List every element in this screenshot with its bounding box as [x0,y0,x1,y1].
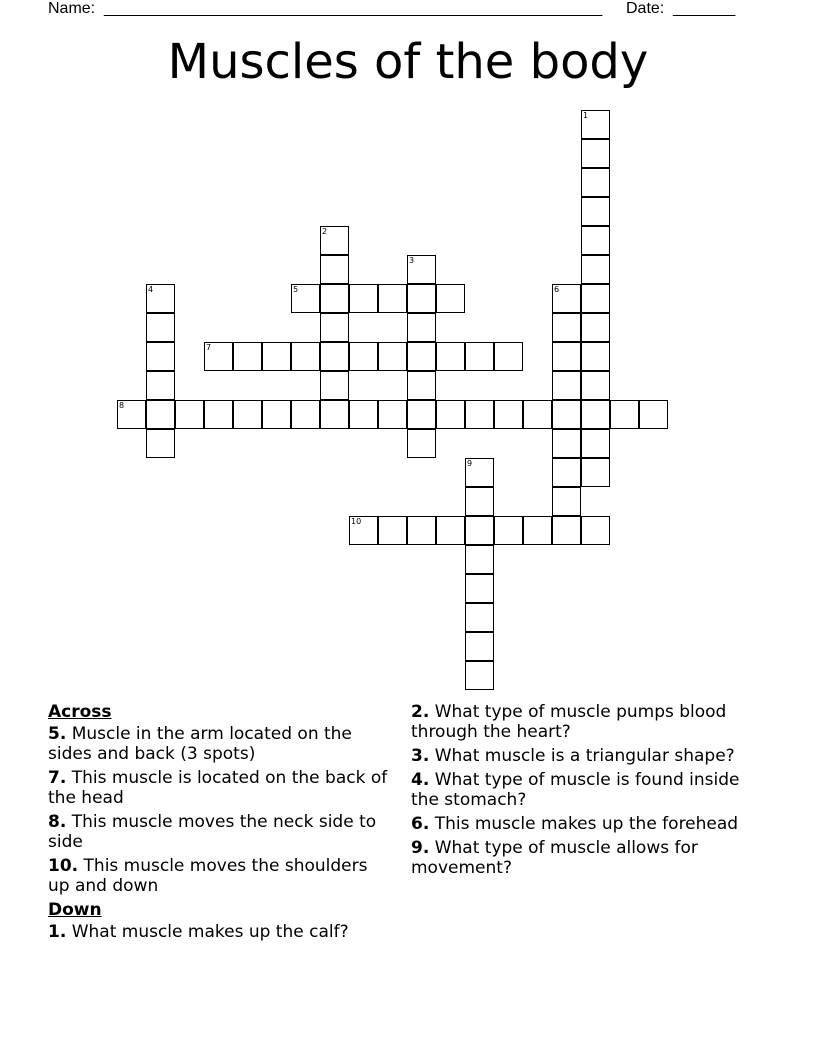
crossword-cell[interactable] [407,400,436,429]
crossword-cell[interactable] [175,400,204,429]
crossword-cell[interactable] [581,400,610,429]
clues-right-column [411,702,756,882]
clue-down-9 [411,838,756,878]
crossword-cell[interactable] [465,516,494,545]
crossword-cell[interactable] [407,516,436,545]
crossword-cell[interactable] [320,226,349,255]
clue-across-10 [48,856,393,896]
clue-text: This muscle makes up the forehead [434,814,739,834]
cell-number: 1 [583,111,589,120]
crossword-cell[interactable] [407,371,436,400]
crossword-cell[interactable] [581,110,610,139]
crossword-cell[interactable] [581,168,610,197]
crossword-cell[interactable] [581,458,610,487]
crossword-cell[interactable] [262,342,291,371]
clue-number: 2. [411,702,430,722]
clues-left-column [48,702,393,946]
clue-text: What type of muscle pumps blood through the heart? [411,702,727,742]
crossword-cell[interactable] [494,342,523,371]
crossword-cell[interactable] [465,458,494,487]
crossword-cell[interactable] [465,487,494,516]
crossword-cell[interactable] [552,371,581,400]
crossword-cell[interactable] [117,400,146,429]
crossword-cell[interactable] [552,429,581,458]
crossword-cell[interactable] [349,284,378,313]
crossword-cell[interactable] [465,632,494,661]
crossword-cell[interactable] [581,284,610,313]
crossword-cell[interactable] [349,400,378,429]
crossword-cell[interactable] [494,516,523,545]
crossword-cell[interactable] [320,400,349,429]
crossword-cell[interactable] [465,603,494,632]
crossword-cell[interactable] [407,429,436,458]
clue-down-1 [48,922,393,942]
date-field-line[interactable]: _______ [673,0,736,17]
crossword-cell[interactable] [465,661,494,690]
crossword-cell[interactable] [146,313,175,342]
crossword-cell[interactable] [291,400,320,429]
crossword-cell[interactable] [233,400,262,429]
crossword-cell[interactable] [320,284,349,313]
name-label: Name: [48,0,96,17]
clue-text: This muscle is located on the back of the head [48,768,388,808]
crossword-cell[interactable] [349,342,378,371]
clue-down-6 [411,814,756,834]
cell-number: 2 [322,227,328,236]
crossword-cell[interactable] [146,429,175,458]
clue-number: 10. [48,856,79,876]
crossword-cell[interactable] [581,226,610,255]
crossword-cell[interactable] [581,371,610,400]
clue-number: 9. [411,838,430,858]
crossword-cell[interactable] [262,400,291,429]
crossword-cell[interactable] [146,284,175,313]
name-field-line[interactable]: ________________________________________________________ [104,0,603,17]
crossword-cell[interactable] [320,371,349,400]
clue-text: This muscle moves the neck side to side [48,812,377,852]
crossword-cell[interactable] [610,400,639,429]
crossword-cell[interactable] [407,284,436,313]
crossword-cell[interactable] [378,284,407,313]
cell-number: 3 [409,256,415,265]
crossword-cell[interactable] [436,284,465,313]
clue-text: What muscle is a triangular shape? [434,746,735,766]
clue-text: This muscle moves the shoulders up and down [48,856,368,896]
clue-text: What type of muscle is found inside the stomach? [411,770,740,810]
crossword-cell[interactable] [378,516,407,545]
cell-number: 7 [206,343,212,352]
clue-number: 6. [411,814,430,834]
cell-number: 9 [467,459,473,468]
clue-down-2 [411,702,756,742]
crossword-cell[interactable] [552,313,581,342]
crossword-cell[interactable] [146,371,175,400]
crossword-cell[interactable] [465,400,494,429]
crossword-cell[interactable] [581,313,610,342]
cell-number: 4 [148,285,154,294]
crossword-cell[interactable] [552,284,581,313]
crossword-cell[interactable] [146,400,175,429]
crossword-cell[interactable] [581,342,610,371]
crossword-cell[interactable] [581,255,610,284]
across-heading: Across [48,702,112,722]
crossword-cell[interactable] [552,342,581,371]
crossword-cell[interactable] [552,400,581,429]
clue-number: 3. [411,746,430,766]
clue-number: 1. [48,922,67,942]
crossword-cell[interactable] [465,545,494,574]
crossword-cell[interactable] [523,516,552,545]
crossword-cell[interactable] [407,342,436,371]
clue-down-4 [411,770,756,810]
crossword-cell[interactable] [407,255,436,284]
crossword-cell[interactable] [494,400,523,429]
crossword-cell[interactable] [146,342,175,371]
crossword-cell[interactable] [581,197,610,226]
crossword-cell[interactable] [581,139,610,168]
crossword-cell[interactable] [581,429,610,458]
crossword-cell[interactable] [436,342,465,371]
crossword-cell[interactable] [320,342,349,371]
crossword-cell[interactable] [465,574,494,603]
crossword-cell[interactable] [436,400,465,429]
cell-number: 8 [119,401,125,410]
clue-across-5 [48,724,393,764]
crossword-cell[interactable] [581,516,610,545]
clue-number: 4. [411,770,430,790]
clue-down-3 [411,746,756,766]
crossword-cell[interactable] [407,313,436,342]
clue-text: What muscle makes up the calf? [71,922,349,942]
cell-number: 5 [293,285,299,294]
crossword-cell[interactable] [320,313,349,342]
clue-number: 5. [48,724,67,744]
crossword-cell[interactable] [233,342,262,371]
clue-number: 8. [48,812,67,832]
crossword-cell[interactable] [378,400,407,429]
cell-number: 6 [554,285,560,294]
down-heading: Down [48,900,102,920]
date-label: Date: [626,0,665,17]
crossword-cell[interactable] [320,255,349,284]
crossword-cell[interactable] [639,400,668,429]
crossword-cell[interactable] [552,487,581,516]
crossword-cell[interactable] [291,284,320,313]
clue-text: What type of muscle allows for movement? [411,838,698,878]
crossword-cell[interactable] [204,400,233,429]
clue-number: 7. [48,768,67,788]
crossword-cell[interactable] [552,458,581,487]
crossword-cell[interactable] [552,516,581,545]
clue-across-7 [48,768,393,808]
crossword-cell[interactable] [349,516,378,545]
clue-across-8 [48,812,393,852]
crossword-cell[interactable] [378,342,407,371]
crossword-cell[interactable] [291,342,320,371]
crossword-cell[interactable] [204,342,233,371]
crossword-cell[interactable] [523,400,552,429]
clue-text: Muscle in the arm located on the sides and back (3 spots) [48,724,352,764]
crossword-cell[interactable] [465,342,494,371]
cell-number: 10 [351,517,362,526]
page-title: Muscles of the body [167,34,649,90]
crossword-cell[interactable] [436,516,465,545]
